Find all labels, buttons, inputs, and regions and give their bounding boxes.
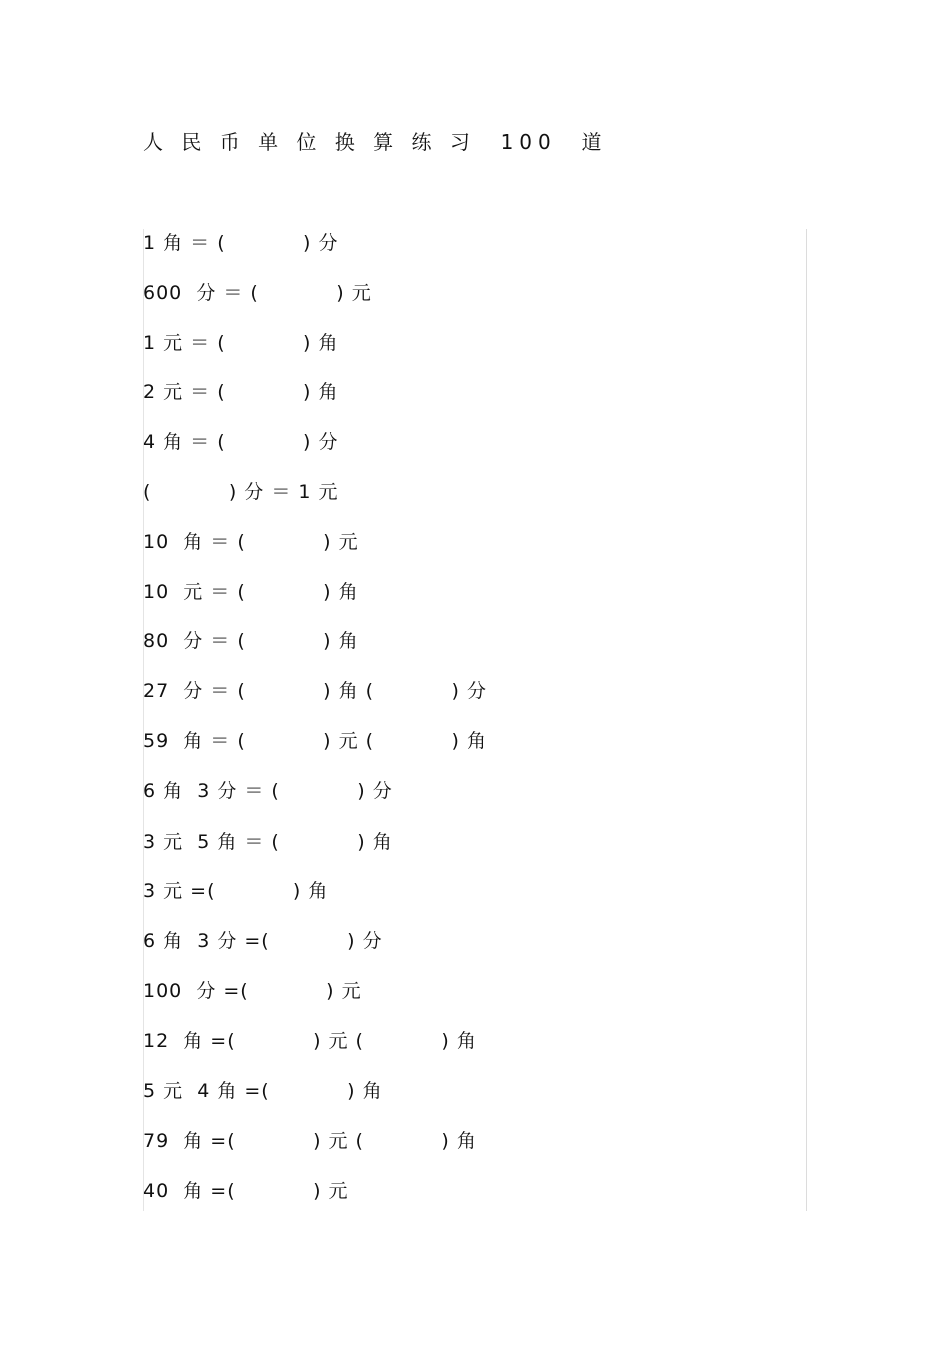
left-border-line xyxy=(143,229,144,1211)
page-title: 人 民 币 单 位 换 算 练 习 100 道 xyxy=(143,130,608,154)
problem-row: 27 分 ＝ ( ) 角 ( ) 分 xyxy=(143,680,487,702)
problem-row: 10 角 ＝ ( ) 元 xyxy=(143,531,359,553)
problem-row: 79 角 =( ) 元 ( ) 角 xyxy=(143,1130,477,1152)
right-border-line xyxy=(806,229,807,1211)
problem-row: 6 角 3 分 ＝ ( ) 分 xyxy=(143,780,393,802)
problem-row: 40 角 =( ) 元 xyxy=(143,1180,349,1202)
problem-row: 4 角 ＝ ( ) 分 xyxy=(143,431,339,453)
problem-row: 10 元 ＝ ( ) 角 xyxy=(143,581,359,603)
problem-row: ( ) 分 ＝ 1 元 xyxy=(143,481,339,503)
problem-row: 1 元 ＝ ( ) 角 xyxy=(143,332,339,354)
problem-row: 2 元 ＝ ( ) 角 xyxy=(143,381,339,403)
problem-row: 80 分 ＝ ( ) 角 xyxy=(143,630,359,652)
problem-row: 3 元 5 角 ＝ ( ) 角 xyxy=(143,831,393,853)
problem-row: 1 角 ＝ ( ) 分 xyxy=(143,232,339,254)
problem-row: 3 元 =( ) 角 xyxy=(143,880,329,902)
problem-row: 12 角 =( ) 元 ( ) 角 xyxy=(143,1030,477,1052)
problem-row: 5 元 4 角 =( ) 角 xyxy=(143,1080,383,1102)
problem-row: 600 分 ＝ ( ) 元 xyxy=(143,282,372,304)
problem-row: 6 角 3 分 =( ) 分 xyxy=(143,930,383,952)
problem-row: 59 角 ＝ ( ) 元 ( ) 角 xyxy=(143,730,487,752)
problem-row: 100 分 =( ) 元 xyxy=(143,980,362,1002)
